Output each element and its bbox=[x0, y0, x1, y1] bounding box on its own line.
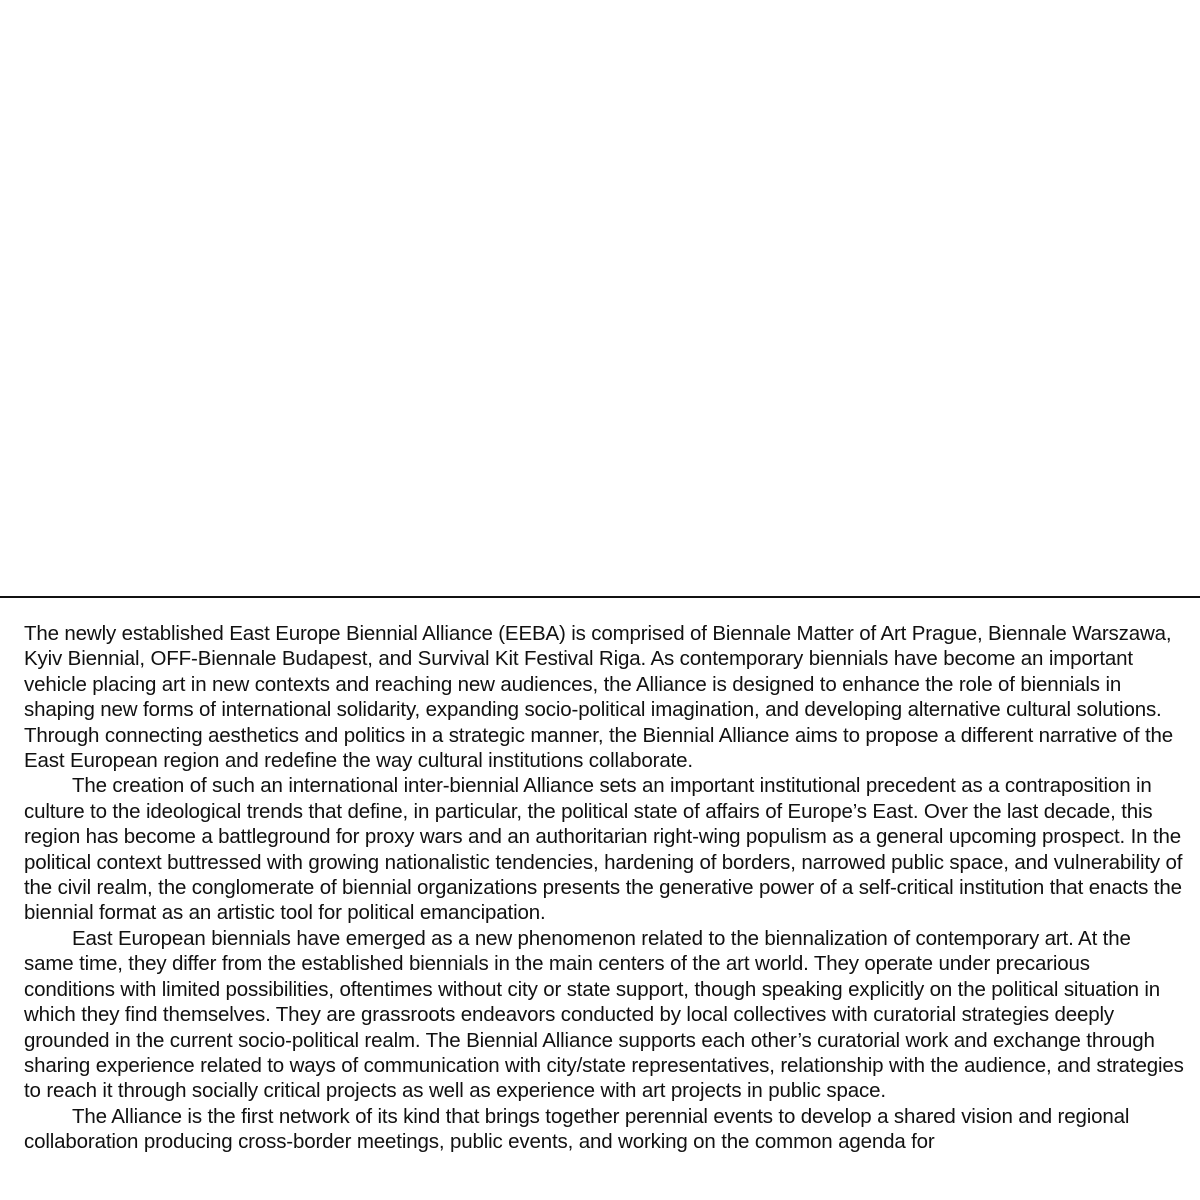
paragraph-3: East European biennials have emerged as a new phenomenon related to the biennalization of contemporary art. At the same time, they differ from the established biennials in the main centers of the art world. They operate under precarious conditions with limited possibilities, oftentimes without city or state support, though speaking explicitly on the political situation in which they find themselves. They are grassroots endeavors conducted by local collectives with curatorial strategies deeply grounded in the current socio-political realm. The Biennial Alliance supports each other’s curatorial work and exchange through sharing experience related to ways of communication with city/state representatives, relationship with the audience, and strategies to reach it through socially critical projects as well as experience with art projects in public space. bbox=[24, 926, 1184, 1103]
paragraph-4: The Alliance is the first network of its kind that brings together perennial events to develop a shared vision and regional collaboration producing cross-border meetings, public events, and working on the common agenda for bbox=[24, 1104, 1130, 1154]
paragraph-2: The creation of such an international inter-biennial Alliance sets an important institutional precedent as a contraposition in culture to the ideological trends that define, in particular, the political state of affairs of Europe’s East. Over the last decade, this region has become a battleground for proxy wars and an authoritarian right-wing populism as a general upcoming prospect. In the political context buttressed with growing nationalistic tendencies, hardening of borders, narrowed public space, and vulnerability of the civil realm, the conglomerate of biennial organizations presents the generative power of a self-critical institution that enacts the biennial format as an artistic tool for political emancipation. bbox=[24, 774, 1183, 925]
paragraph-1: The newly established East Europe Biennial Alliance (EEBA) is comprised of Biennale Matter of Art Prague, Biennale Warszawa, Kyiv Biennial, OFF-Biennale Budapest, and Survival Kit Festival Riga. As contemporary biennials have become an important vehicle placing art in new contexts and reaching new audiences, the Alliance is designed to enhance the role of biennials in shaping new forms of international solidarity, expanding socio-political imagination, and developing alternative cultural solutions. Through connecting aesthetics and politics in a strategic manner, the Biennial Alliance aims to propose a different narrative of the East European region and redefine the way cultural institutions collaborate. bbox=[24, 622, 1174, 773]
empty-image-area bbox=[0, 0, 1200, 596]
article-body bbox=[24, 621, 1184, 1155]
section-divider bbox=[0, 596, 1200, 598]
